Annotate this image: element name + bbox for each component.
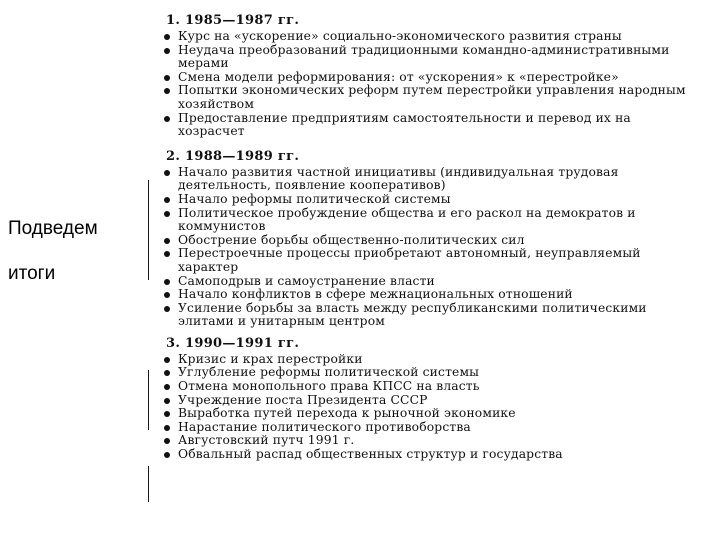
list-item-text: Обострение борьбы общественно-политических сил [178,232,525,247]
bullet-icon [164,357,170,363]
list-item-text: Углубление реформы политической системы [178,365,480,380]
list-item-text: Политическое пробуждение общества и его раскол на демократов и коммунистов [178,205,636,234]
list-item [160,44,700,71]
list-item [160,166,700,193]
list-item-text: Смена модели реформирования: от «ускорения» к «перестройке» [178,69,619,84]
list-item [160,112,700,139]
list-item-text: Отмена монопольного права КПСС на власть [178,379,480,394]
list-item [160,366,700,380]
list-item [160,234,700,248]
margin-rule [148,370,149,430]
list-item [160,84,700,111]
bullet-icon [164,116,170,122]
period-title: 1. 1985—1987 гг. [166,13,300,28]
bullet-icon [164,292,170,298]
list-item [160,193,700,207]
bullet-icon [164,251,170,257]
list-item [160,448,700,462]
bullet-icon [164,452,170,458]
margin-rule [148,180,149,280]
list-item-text: Неудача преобразований традиционными командно-административными мерами [178,42,670,71]
period-title: 3. 1990—1991 гг. [166,335,300,351]
bullet-icon [164,411,170,417]
bullet-icon [164,211,170,217]
bullet-icon [164,197,170,203]
list-item-text: Курс на «ускорение» социально-экономического развития страны [178,29,622,43]
list-item-text: Начало реформы политической системы [178,191,451,206]
list-item-text: Предоставление предприятиям самостоятельности и перевод их на хозрасчет [178,110,631,139]
list-item-text: Кризис и крах перестройки [178,351,363,366]
summary-label-line-1: Подведем [8,218,98,239]
list-item [160,288,700,302]
bullet-icon [164,88,170,94]
bullet-icon [164,384,170,390]
list-item [160,302,700,329]
list-item [160,380,700,394]
list-item-text: Выработка путей перехода к рыночной экономике [178,406,516,421]
list-item [160,353,700,367]
list-item [160,207,700,234]
bullet-icon [164,48,170,54]
list-item-text: Учреждение поста Президента СССР [178,392,428,407]
list-item-text: Августовский путч 1991 г. [178,433,355,448]
margin-rule [148,466,149,502]
list-item [160,247,700,274]
list-item [160,434,700,448]
bullet-icon [164,279,170,285]
period-title: 2. 1988—1989 гг. [166,148,300,164]
list-item-text: Обвальный распад общественных структур и государства [178,447,563,462]
bullet-icon [164,75,170,81]
period-section-1 [160,14,700,139]
list-item [160,71,700,85]
list-item [160,407,700,421]
period-section-2 [160,150,700,329]
list-item-text: Нарастание политического противоборства [178,419,471,434]
bullet-icon [164,425,170,431]
bullet-icon [164,370,170,376]
period-section-3 [160,337,700,462]
list-item-text: Начало развития частной инициативы (индивидуальная трудовая деятельность, появление кооперативов) [178,164,619,193]
list-item-text: Самоподрыв и самоустранение власти [178,273,435,288]
bullet-icon [164,306,170,312]
document-body [160,14,700,462]
list-item-text: Попытки экономических реформ путем перестройки управления народным хозяйством [178,83,686,111]
list-item-text: Начало конфликтов в сфере межнациональных отношений [178,287,573,302]
bullet-icon [164,398,170,404]
summary-label-line-2: итоги [8,263,56,284]
list-item-text: Перестроечные процессы приобретают автономный, неуправляемый характер [178,246,641,274]
bullet-icon [164,170,170,176]
bullet-icon [164,438,170,444]
list-item [160,421,700,435]
list-item [160,30,700,44]
list-item [160,275,700,289]
list-item [160,394,700,408]
list-item-text: Усиление борьбы за власть между республиканскими политическими элитами и унитарным центром [178,300,647,329]
bullet-icon [164,34,170,40]
bullet-icon [164,238,170,244]
